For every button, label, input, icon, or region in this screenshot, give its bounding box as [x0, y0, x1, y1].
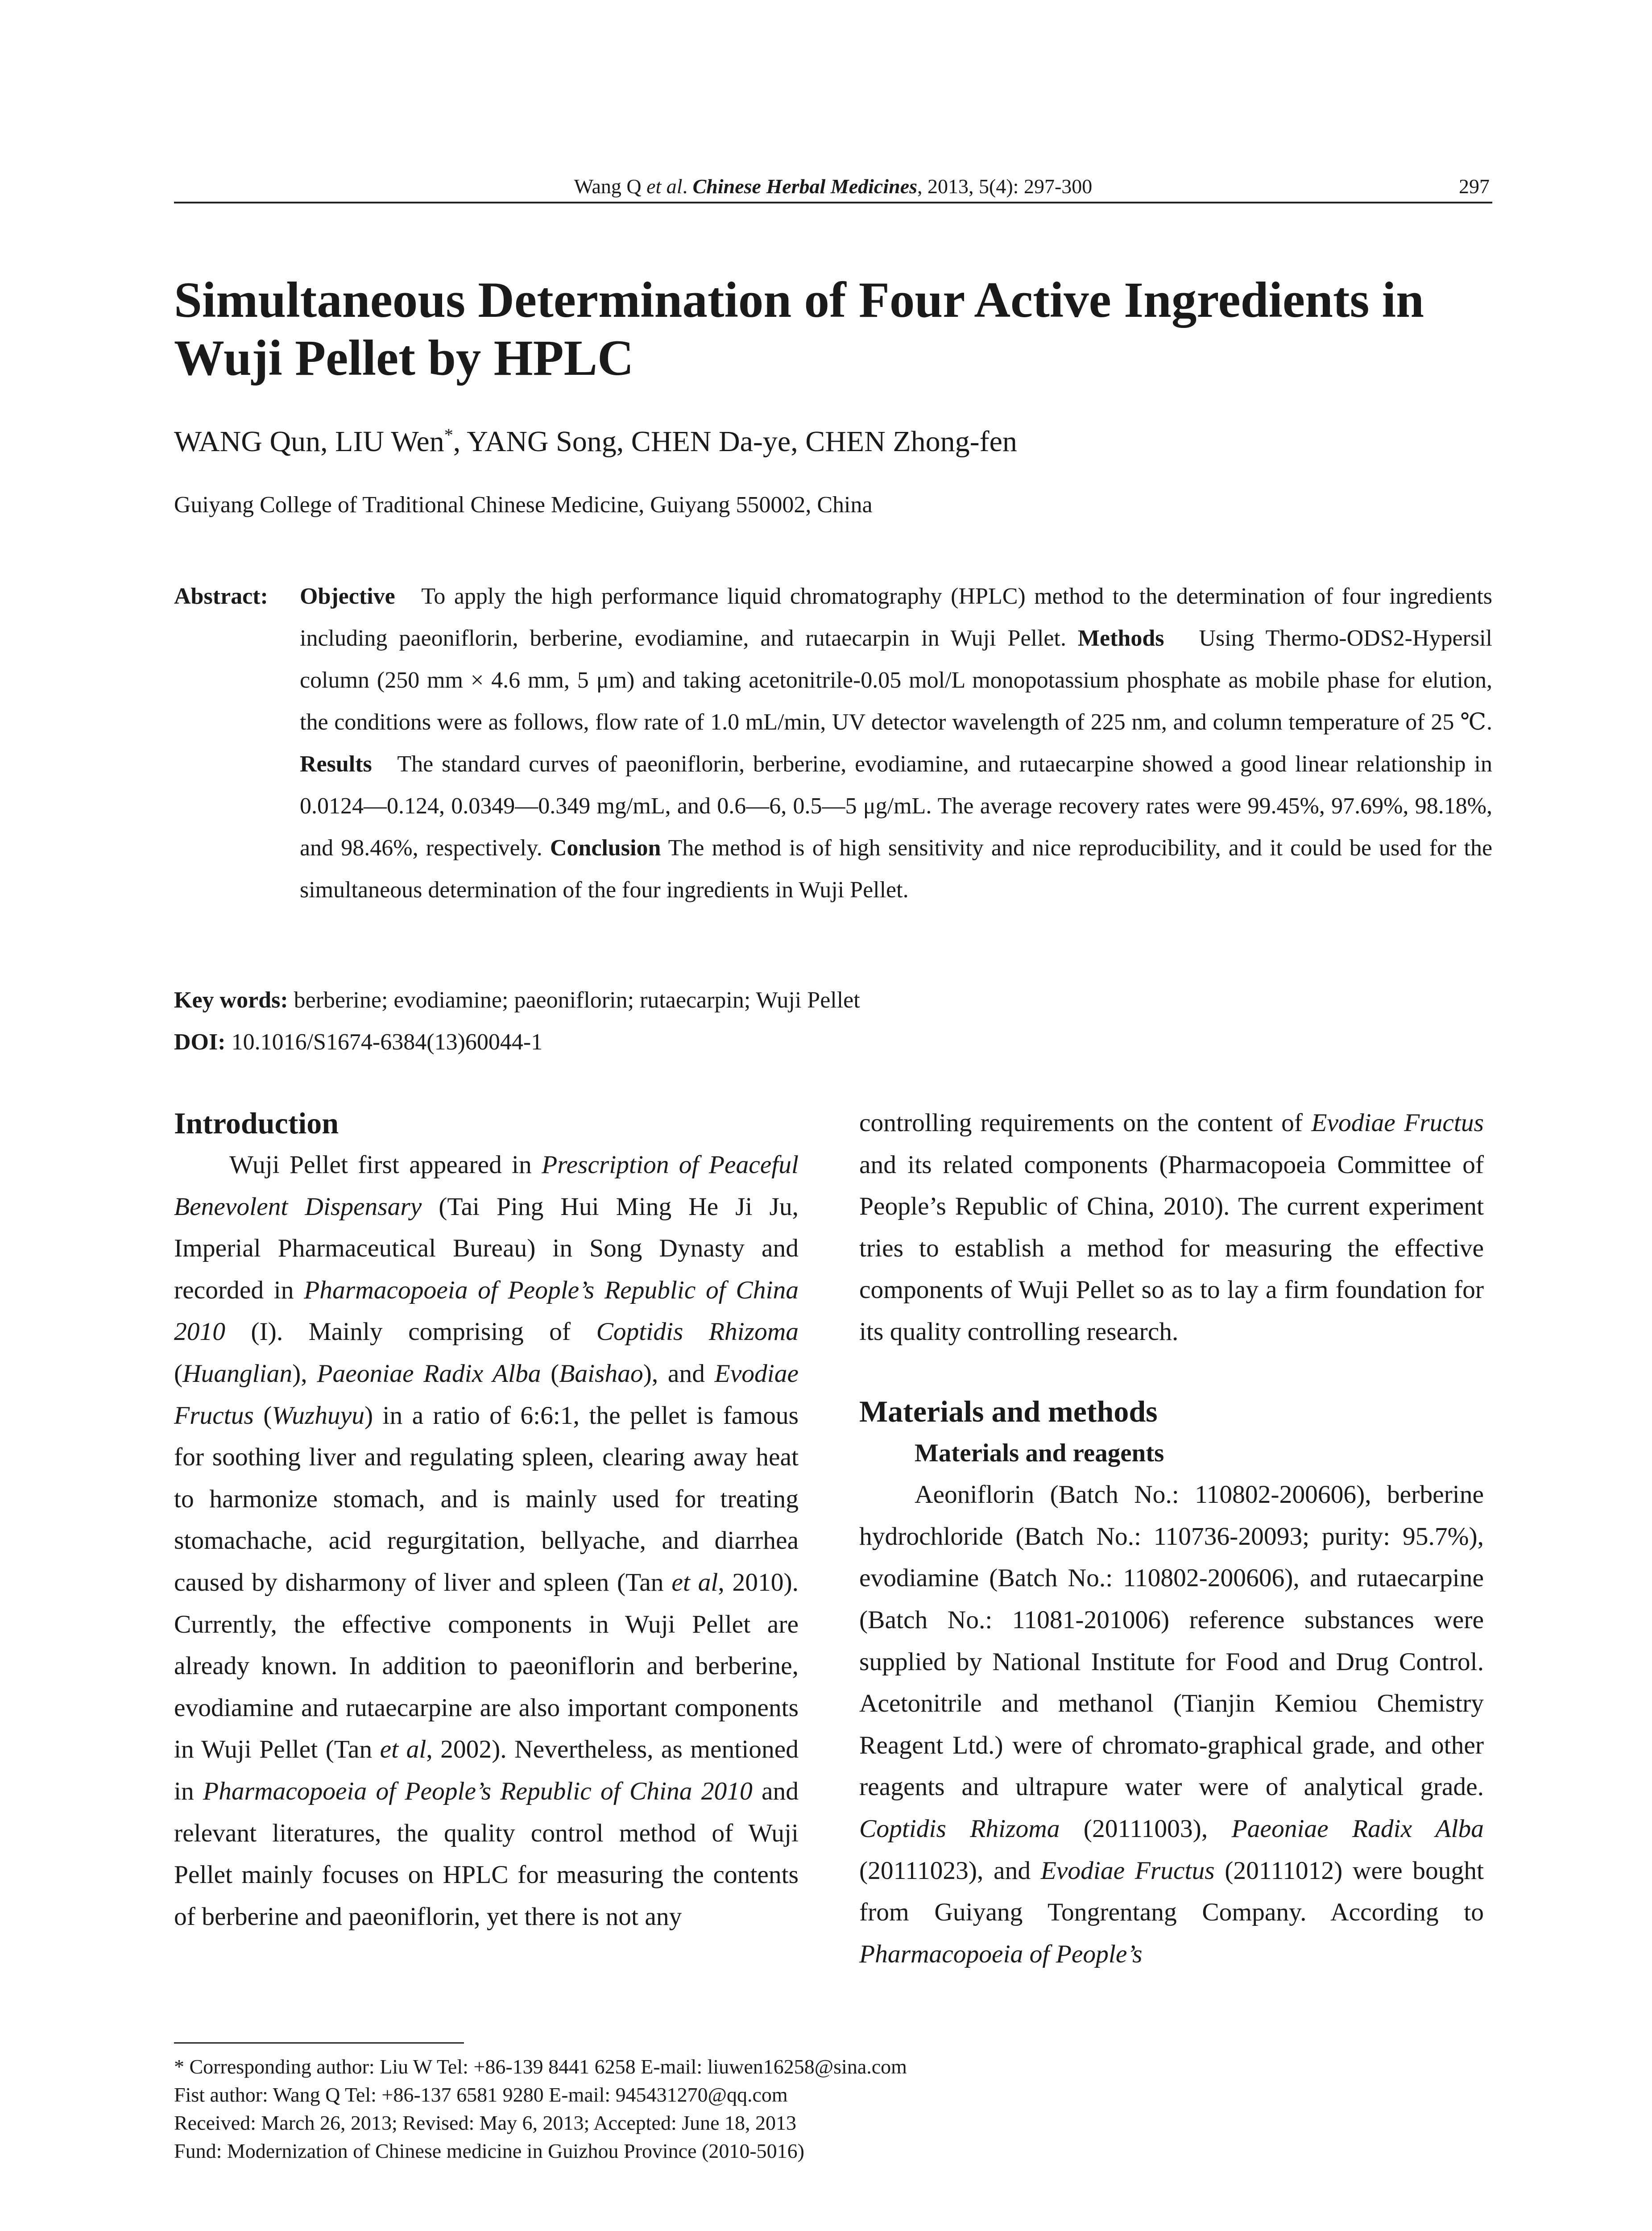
abstract-label: Abstract:	[174, 584, 268, 609]
intro-italic: Pharmacopoeia of People’s Republic of China 2010	[203, 1777, 753, 1805]
intro-text: (	[174, 1359, 183, 1388]
materials-italic: Paeoniae Radix Alba	[1231, 1814, 1484, 1843]
intro-text: (	[253, 1401, 272, 1430]
conclusion-label: Conclusion	[550, 835, 661, 861]
journal-name: Chinese Herbal Medicines	[692, 175, 918, 198]
intro-text: and its related components (Pharmacopoeia Committee of People’s Republic of China, 2010). The current experiment tries to establish a method for measuring the effective components of Wuji Pellet so as to lay a firm foundation for its quality controlling research.	[859, 1150, 1484, 1346]
introduction-paragraph	[174, 1144, 799, 1937]
keywords-label: Key words:	[174, 987, 288, 1013]
objective-label: Objective	[300, 584, 395, 609]
intro-text: ) in a ratio of 6:6:1, the pellet is famous for soothing liver and regulating spleen, clearing away heat to harmonize stomach, and is mainly used for treating stomachache, acid regurgitation, bellyache, and diarrhea caused by disharmony of liver and spleen (Tan	[174, 1401, 799, 1597]
intro-italic: et al	[671, 1568, 718, 1597]
intro-text: (Tai Ping Hui Ming He Ji Ju, Imperial Pharmaceutical Bureau) in Song Dynasty and recorded in	[174, 1192, 799, 1304]
intro-text: ), and	[643, 1359, 715, 1388]
materials-text: (20111012) were bought from Guiyang Tongrentang Company. According to	[859, 1856, 1484, 1927]
intro-text: , 2010). Currently, the effective components in Wuji Pellet are already known. In addition to paeoniflorin and berberine, evodiamine and rutaecarpine are also important components in Wuji Pellet (Tan	[174, 1568, 799, 1764]
footnote-first-author: Fist author: Wang Q Tel: +86-137 6581 9280 E-mail: 945431270@qq.com	[174, 2083, 788, 2106]
intro-italic: Baishao	[559, 1359, 643, 1388]
affiliation: Guiyang College of Traditional Chinese Medicine, Guiyang 550002, China	[174, 492, 873, 518]
article-title: Simultaneous Determination of Four Active Ingredients in Wuji Pellet by HPLC	[174, 272, 1424, 386]
intro-text: , 2002). Nevertheless, as mentioned in	[174, 1735, 799, 1805]
intro-italic: Prescription of Peaceful Benevolent Dispensary	[174, 1151, 799, 1221]
intro-italic: Evodiae Fructus	[174, 1359, 799, 1430]
corresponding-mark: *	[444, 425, 453, 445]
materials-methods-heading: Materials and methods	[859, 1394, 1158, 1428]
intro-text: and relevant literatures, the quality control method of Wuji Pellet mainly focuses on HPLC for measuring the contents of berberine and paeoniflorin, yet there is not any	[174, 1777, 799, 1931]
right-column	[859, 1102, 1484, 1975]
footnotes	[174, 2053, 1492, 2165]
footnote-fund: Fund: Modernization of Chinese medicine in Guizhou Province (2010-5016)	[174, 2140, 804, 2162]
authors-part1: WANG Qun, LIU Wen	[174, 425, 444, 458]
doi-text: 10.1016/S1674-6384(13)60044-1	[225, 1029, 543, 1055]
introduction-heading: Introduction	[174, 1106, 339, 1140]
intro-italic: et al	[380, 1735, 426, 1764]
objective-text: To apply the high performance liquid chromatography (HPLC) method to the determination of four ingredients including paeoniflorin, berberine, evodiamine, and rutaecarpin in Wuji Pellet.	[300, 584, 1493, 651]
keywords	[174, 986, 1492, 1015]
intro-text: ),	[292, 1359, 317, 1388]
journal-citation	[174, 174, 1492, 199]
doi	[174, 1028, 1492, 1057]
materials-reagents-subheading: Materials and reagents	[915, 1439, 1164, 1467]
intro-italic: Pharmacopoeia of People’s Republic of China 2010	[174, 1276, 799, 1346]
intro-text: (	[541, 1359, 559, 1388]
running-header	[174, 174, 1492, 203]
intro-text: Wuji Pellet first appeared in	[229, 1151, 542, 1179]
materials-text: Aeoniflorin (Batch No.: 110802-200606), berberine hydrochloride (Batch No.: 110736-20093; purity: 95.7%), evodiamine (Batch No.: 110802-200606), and rutaecarpine (Batch No.: 11081-201006) reference substances were supplied by National Institute for Food and Drug Control. Acetonitrile and methanol (Tianjin Kemiou Chemistry Reagent Ltd.) were of chromato-graphical grade, and other reagents and ultrapure water were of analytical grade.	[859, 1480, 1484, 1801]
abstract-body	[300, 576, 1492, 911]
footnote-rule	[174, 2042, 464, 2044]
header-dot: .	[682, 175, 693, 198]
header-et-al: et al	[646, 175, 683, 198]
methods-text: Using Thermo-ODS2-Hypersil column (250 mm × 4.6 mm, 5 μm) and taking acetonitrile-0.05 mol/L monopotassium phosphate as mobile phase for elution, the conditions were as follows, flow rate of 1.0 mL/min, UV detector wavelength of 225 nm, and column temperature of 25 ℃.	[300, 626, 1492, 735]
materials-text: (20111023), and	[859, 1856, 1041, 1885]
intro-italic: Paeoniae Radix Alba	[317, 1359, 541, 1388]
introduction-continued	[859, 1102, 1484, 1353]
footnote-dates: Received: March 26, 2013; Revised: May 6, 2013; Accepted: June 18, 2013	[174, 2111, 797, 2134]
intro-italic: Huanglian	[182, 1359, 293, 1388]
results-text: The standard curves of paeoniflorin, berberine, evodiamine, and rutaecarpine showed a good linear relationship in 0.0124—0.124, 0.0349—0.349 mg/mL, and 0.6—6, 0.5—5 μg/mL. The average recovery rates were 99.45%, 97.69%, 98.18%, and 98.46%, respectively.	[300, 751, 1492, 861]
header-author: Wang Q	[574, 175, 647, 198]
doi-label: DOI:	[174, 1029, 226, 1055]
materials-italic: Evodiae Fructus	[1040, 1856, 1215, 1885]
left-column	[174, 1102, 799, 1937]
keywords-text: berberine; evodiamine; paeoniflorin; rutaecarpin; Wuji Pellet	[288, 987, 860, 1013]
intro-text: controlling requirements on the content of	[859, 1109, 1312, 1137]
page-number: 297	[1459, 175, 1490, 198]
methods-label: Methods	[1077, 626, 1164, 651]
header-citation: , 2013, 5(4): 297-300	[917, 175, 1093, 198]
intro-italic: Evodiae Fructus	[1311, 1109, 1484, 1137]
results-label: Results	[300, 751, 372, 777]
intro-text: (I). Mainly comprising of	[225, 1318, 596, 1346]
materials-paragraph	[859, 1474, 1484, 1975]
intro-italic: Coptidis Rhizoma	[596, 1318, 799, 1346]
materials-italic: Pharmacopoeia of People’s	[859, 1940, 1143, 1968]
author-list	[174, 417, 1492, 460]
materials-text: (20111003),	[1060, 1814, 1232, 1843]
footnote-corresponding: * Corresponding author: Liu W Tel: +86-139 8441 6258 E-mail: liuwen16258@sina.com	[174, 2055, 907, 2078]
conclusion-text: The method is of high sensitivity and nice reproducibility, and it could be used for the simultaneous determination of the four ingredients in Wuji Pellet.	[300, 835, 1493, 903]
authors-part2: , YANG Song, CHEN Da-ye, CHEN Zhong-fen	[453, 425, 1017, 458]
materials-italic: Coptidis Rhizoma	[859, 1814, 1060, 1843]
intro-italic: Wuzhuyu	[272, 1401, 364, 1430]
